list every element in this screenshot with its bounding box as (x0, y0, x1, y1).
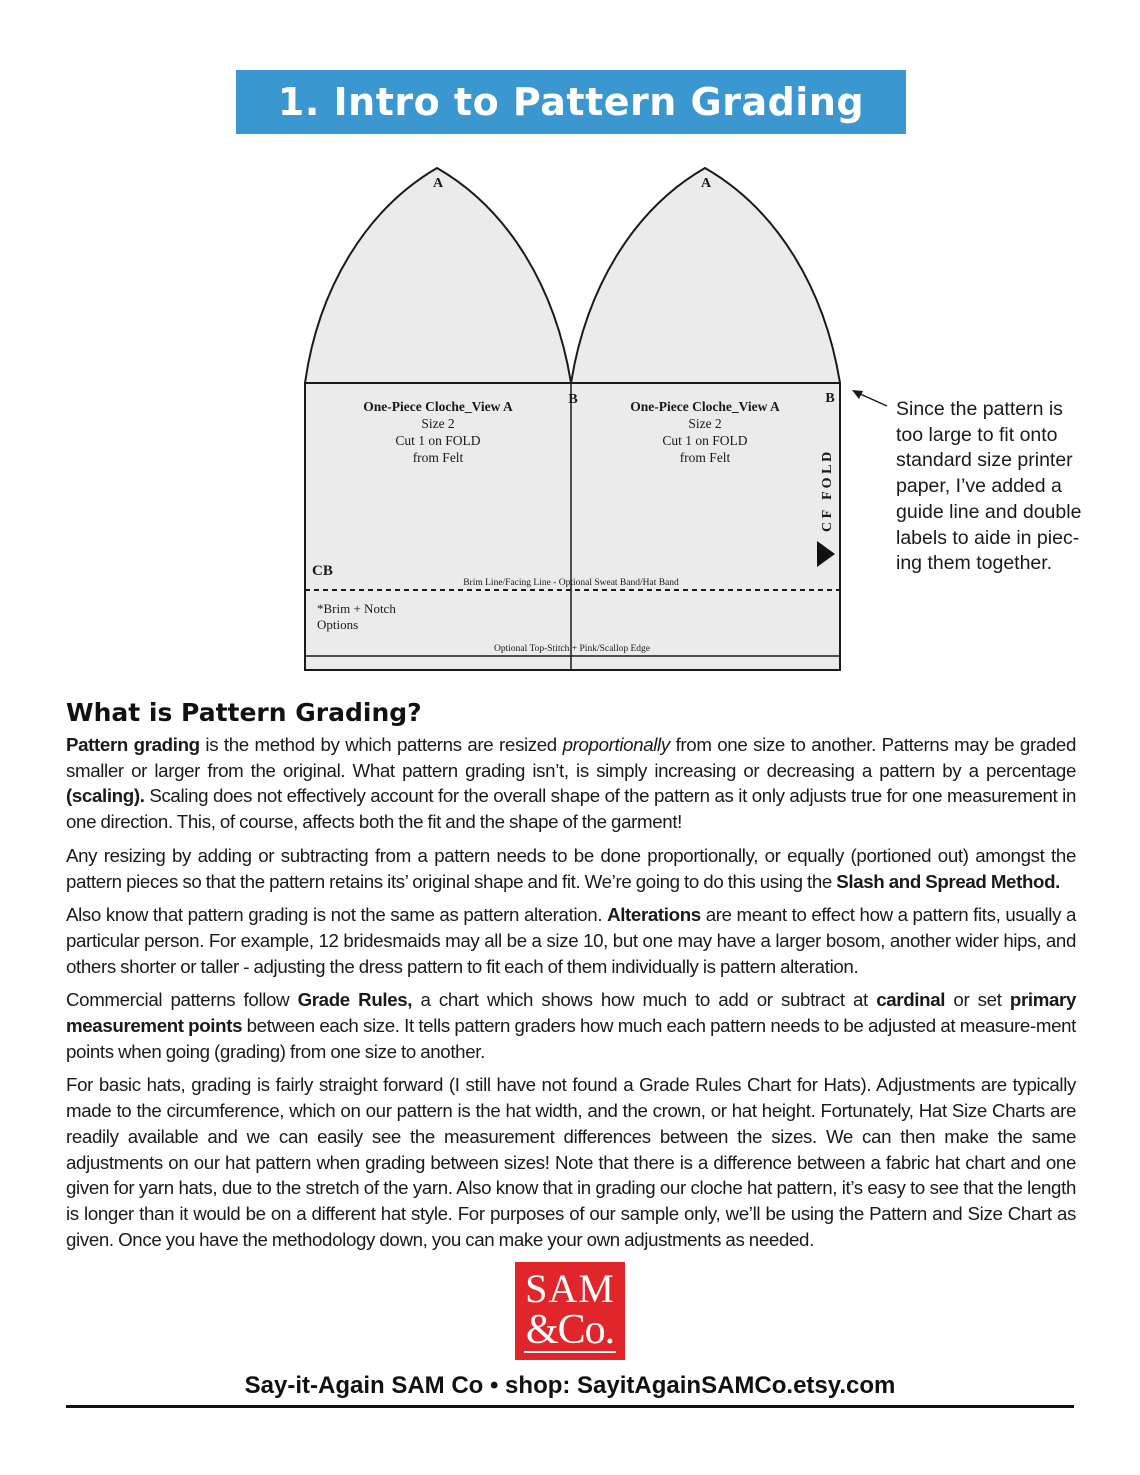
piece-left-cut: Cut 1 on FOLD (395, 433, 481, 448)
piece-left-size: Size 2 (421, 416, 455, 431)
cf-fold-label: C F F O L D (820, 451, 835, 532)
piece-right-title: One-Piece Cloche_View A (630, 399, 780, 414)
brim-line-label: Brim Line/Facing Line - Optional Sweat Band/Hat Band (463, 578, 679, 588)
piece-right-material: from Felt (679, 450, 731, 465)
point-b-right: B (825, 391, 835, 406)
point-b-center: B (568, 392, 578, 407)
cloche-pattern-diagram (0, 0, 1140, 690)
piece-right-cut: Cut 1 on FOLD (662, 433, 748, 448)
piece-right-size: Size 2 (688, 416, 722, 431)
brim-options-label-1: *Brim + Notch (317, 601, 396, 616)
piece-left-material: from Felt (412, 450, 464, 465)
page-title: 1. Intro to Pattern Grading (277, 80, 865, 124)
paragraph-5: For basic hats, grading is fairly straight forward (I still have not found a Grade Rules Chart for Hats). Adjustments are typically made to the circumference, which on our pattern is the hat width, and the crown, or hat height. Fortunately, Hat Size Charts are readily available and we can easily see the measurement differences between the sizes. We can then make the same adjustments on our hat pattern when grading between sizes! Note that there is a difference between a fabric hat chart and one given for yarn hats, due to the stretch of the yarn. Also know that in grading our cloche hat pattern, it’s easy to see that the length is longer than it would be on a different hat style. For purposes of our sample only, we’ll be using the Pattern and Size Chart as given. Once you have the methodology down, you can make your own adjustments as needed. (66, 1074, 1076, 1250)
point-a-left: A (432, 176, 444, 191)
piece-left-title: One-Piece Cloche_View A (363, 399, 513, 414)
brim-options-label-2: Options (317, 617, 359, 632)
logo-line-2: &Co. (525, 1307, 615, 1353)
footer-divider (66, 1405, 1074, 1408)
side-note: Since the pattern is too large to fit onto standard size printer paper, I’ve added a guide line and double labels to aide in piec-ing them together. (896, 398, 1082, 575)
point-a-right: A (700, 176, 712, 191)
paragraph-1: Pattern grading is the method by which patterns are resized proportionally from one size to another. Patterns may be graded smaller or larger from the original. What pattern grading isn’t, is simply increasing or decreasing a pattern by a percentage (scaling). Scaling does not effectively account for the overall shape of the pattern as it only adjusts true for one measurement in one direction. This, of course, affects both the fit and the shape of the garment! (66, 734, 1076, 833)
sam-co-logo (515, 1262, 625, 1360)
paragraph-2: Any resizing by adding or subtracting from a pattern needs to be done proportionally, or equally (portioned out) amongst the pattern pieces so that the pattern retains its’ original shape and fit. We’re going to do this using the Slash and Spread Method. (66, 844, 1076, 892)
main-content (66, 698, 1076, 1260)
callout-arrow-line (858, 393, 887, 406)
section-heading: What is Pattern Grading? (66, 698, 422, 727)
topstitch-label: Optional Top-Stitch + Pink/Scallop Edge (494, 644, 650, 654)
footer-text: Say-it-Again SAM Co • shop: SayitAgainSAMCo.etsy.com (244, 1372, 896, 1399)
paragraph-4: Commercial patterns follow Grade Rules, a chart which shows how much to add or subtract at cardinal or set primary measurement points between each size. It tells pattern graders how much each pattern needs to be adjusted at measure-ment points when going (grading) from one size to another. (66, 989, 1076, 1062)
cb-label: CB (312, 563, 333, 579)
logo-line-1: SAM (525, 1266, 615, 1311)
paragraph-3: Also know that pattern grading is not the same as pattern alteration. Alterations are meant to effect how a pattern fits, usually a particular person. For example, 12 bridesmaids may all be a size 10, but one may have a larger bosom, another wider hips, and others shorter or taller - adjusting the dress pattern to fit each of them individually is pattern alteration. (66, 904, 1077, 977)
pattern-piece-outline (305, 168, 840, 670)
